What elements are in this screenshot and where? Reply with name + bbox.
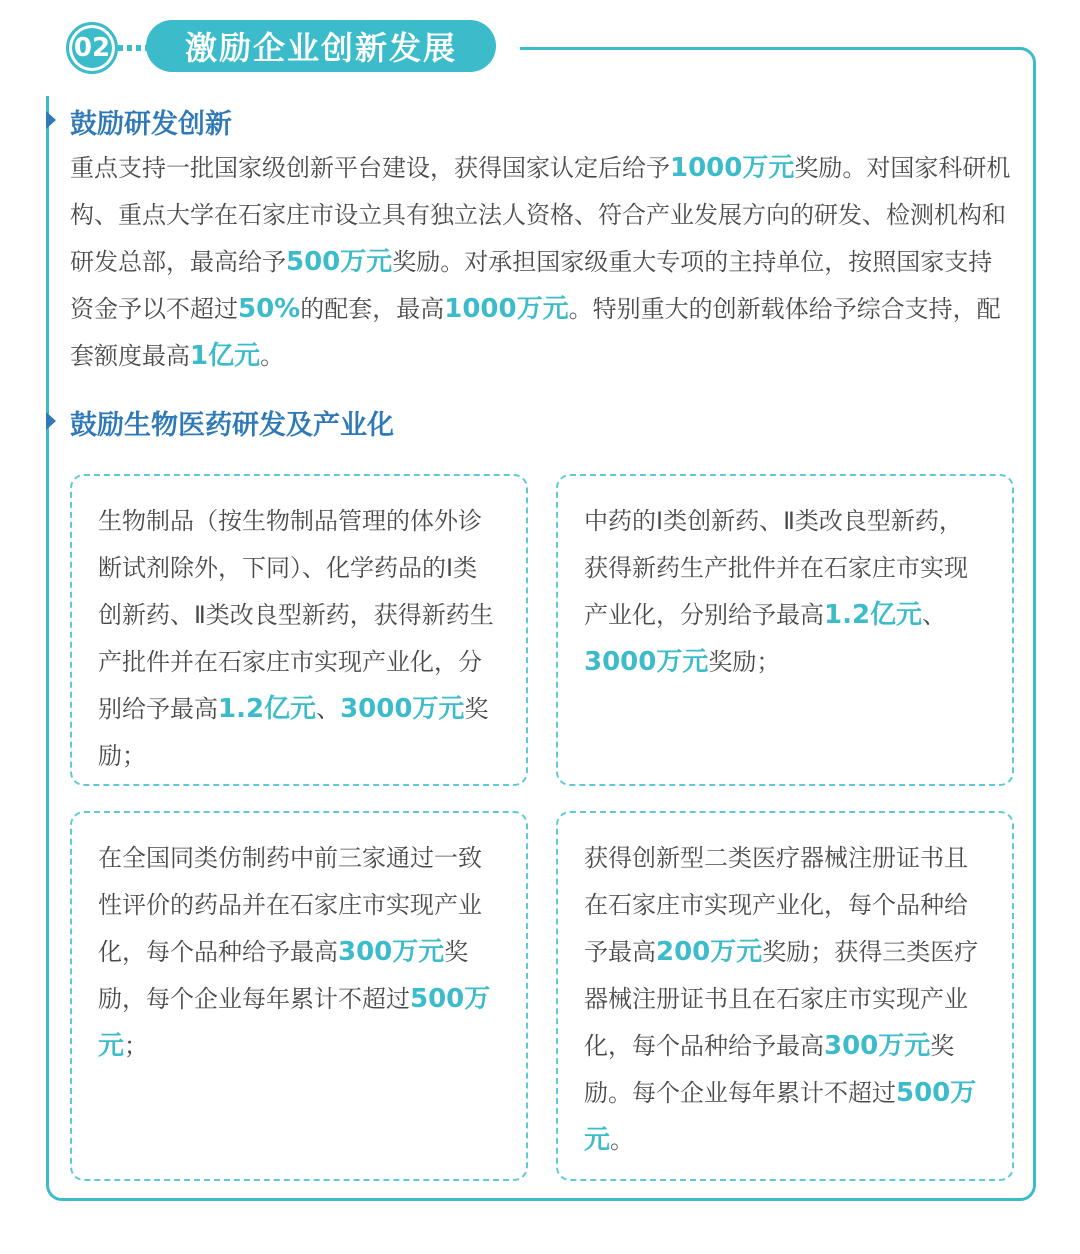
policy-card	[556, 811, 1014, 1181]
highlight-value: 1000万元	[444, 294, 569, 324]
highlight-value: 300万元	[824, 1031, 931, 1061]
body-text: ；	[124, 1032, 149, 1060]
section-heading-rd: 鼓励研发创新	[70, 109, 232, 140]
page-title: 激励企业创新发展	[146, 20, 496, 72]
section-heading-biomed: 鼓励生物医药研发及产业化	[70, 410, 394, 441]
policy-card	[70, 474, 528, 786]
body-text: 中药的Ⅰ类创新药、Ⅱ类改良型新药，获得新药生产批件并在石家庄市实现产业化，分别给予最高	[584, 507, 968, 629]
highlight-value: 1000万元	[670, 153, 795, 183]
body-text: 的配套，最高	[300, 295, 445, 323]
body-text: 。特别重大的创新载体给予综合支持，配套额度最高	[70, 295, 1001, 370]
body-text: 。	[260, 342, 285, 370]
bullet-triangle-icon	[46, 412, 56, 430]
highlight-value: 1亿元	[190, 341, 261, 371]
highlight-value: 1.2亿元	[824, 600, 923, 630]
highlight-value: 3000万元	[584, 647, 709, 677]
dotted-connector	[118, 45, 148, 51]
body-text: 在全国同类仿制药中前三家通过一致性评价的药品并在石家庄市实现产业化，每个品种给予最高	[98, 844, 482, 966]
body-text: 奖励。每个企业每年累计不超过	[584, 1032, 955, 1107]
body-text: 、	[922, 601, 947, 629]
body-text: 获得创新型二类医疗器械注册证书且在石家庄市实现产业化，每个品种给予最高	[584, 844, 968, 966]
highlight-value: 500万元	[584, 1078, 977, 1155]
highlight-value: 50%	[238, 294, 301, 324]
highlight-value: 300万元	[338, 937, 445, 967]
policy-card-text	[98, 835, 500, 1070]
body-text: 生物制品（按生物制品管理的体外诊断试剂除外，下同）、化学药品的Ⅰ类创新药、Ⅱ类改良型新药，获得新药生产批件并在石家庄市实现产业化，分别给予最高	[98, 507, 494, 723]
body-text: 奖励；	[98, 695, 489, 770]
policy-card-text	[584, 835, 986, 1164]
body-text: 、	[316, 695, 341, 723]
highlight-value: 1.2亿元	[218, 694, 317, 724]
section-number-badge: 02	[66, 22, 118, 74]
policy-card-text	[98, 498, 500, 780]
bullet-triangle-icon	[46, 111, 56, 129]
policy-card-text	[584, 498, 986, 686]
highlight-value: 200万元	[656, 937, 763, 967]
body-text: 重点支持一批国家级创新平台建设，获得国家认定后给予	[70, 154, 670, 182]
policy-card	[70, 811, 528, 1181]
body-text: 奖励；	[708, 648, 781, 676]
rd-paragraph	[70, 145, 1014, 380]
policy-card	[556, 474, 1014, 786]
body-text: 奖励，每个企业每年累计不超过	[98, 938, 469, 1013]
body-text: 奖励。对承担国家级重大专项的主持单位，按照国家支持资金予以不超过	[70, 248, 993, 323]
body-text: 。	[610, 1126, 635, 1154]
highlight-value: 500万元	[286, 247, 393, 277]
body-text: 奖励；获得三类医疗器械注册证书且在石家庄市实现产业化，每个品种给予最高	[584, 938, 979, 1060]
body-text: 奖励。对国家科研机构、重点大学在石家庄市设立具有独立法人资格、符合产业发展方向的研发、检测机构和研发总部，最高给予	[70, 154, 1011, 276]
highlight-value: 500万元	[98, 984, 491, 1061]
highlight-value: 3000万元	[340, 694, 465, 724]
